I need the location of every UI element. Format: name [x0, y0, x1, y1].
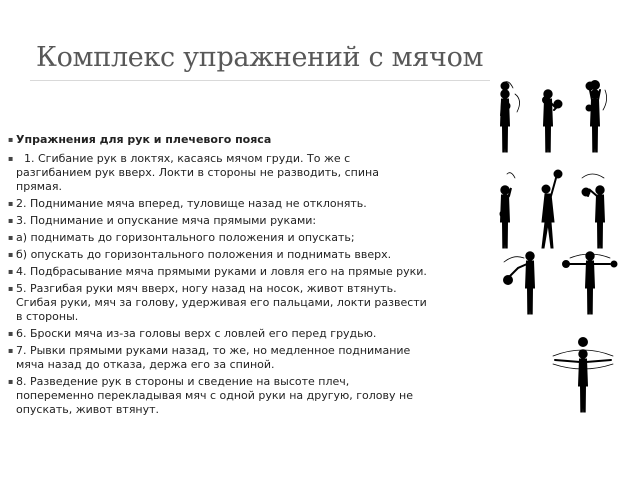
figure-4: [553, 338, 613, 413]
ball-icon: [554, 100, 562, 108]
exercise-item-text: 5. Разгибая руки мяч вверх, ногу назад на носок, живот втянуть. Сгибая руки, мяч за голову, удерживая его пальцами, локти развести в стороны.: [16, 282, 427, 323]
ball-icon: [582, 188, 590, 196]
exercise-item: [8, 152, 428, 194]
exercise-item-text: 8. Разведение рук в стороны и сведение на высоте плеч, попеременно перекладывая мяч с одной руки на другую, голову не опускать, живот втянут.: [16, 375, 413, 416]
ball-icon: [591, 81, 600, 90]
ball-icon: [502, 102, 510, 110]
bullet-icon: ▪: [8, 216, 14, 225]
bullet-icon: ▪: [8, 377, 14, 386]
bullet-icon: ▪: [8, 233, 14, 242]
figure-1b: [543, 90, 563, 152]
bullet-icon: ▪: [8, 284, 14, 293]
bullet-icon: ▪: [8, 329, 14, 338]
exercise-item-text: 2. Поднимание мяча вперед, туловище назад не отклонять.: [16, 197, 367, 210]
figure-1c: [586, 81, 607, 153]
exercise-item-text: 3. Поднимание и опускание мяча прямыми руками:: [16, 214, 317, 227]
bullet-icon: ▪: [8, 154, 14, 163]
exercise-item-text: 1. Сгибание рук в локтях, касаясь мячом груди. То же с разгибанием рук вверх. Локти в стороны не разводить, спина прямая.: [16, 152, 379, 193]
exercise-list: [8, 133, 428, 420]
title-divider: [30, 80, 490, 81]
figure-2b: [542, 170, 562, 248]
figure-2a: [500, 173, 515, 248]
figure-3b: [563, 252, 618, 314]
exercise-item-text: а) поднимать до горизонтального положения и опускать;: [16, 231, 355, 244]
ball-icon: [563, 261, 570, 268]
ball-icon: [500, 210, 508, 218]
exercise-item: [8, 248, 428, 262]
exercise-item-text: 4. Подбрасывание мяча прямыми руками и ловля его на прямые руки.: [16, 265, 427, 278]
exercise-item: [8, 282, 428, 324]
ball-icon: [504, 276, 513, 285]
exercise-item-text: 6. Броски мяча из-за головы верх с ловлей его перед грудью.: [16, 327, 377, 340]
bullet-icon: ▪: [8, 135, 14, 144]
ball-icon: [579, 338, 588, 347]
exercise-item: [8, 265, 428, 279]
exercise-item: [8, 327, 428, 341]
bullet-icon: ▪: [8, 199, 14, 208]
exercise-item: [8, 375, 428, 417]
exercise-item-text: б) опускать до горизонтального положения и поднимать вверх.: [16, 248, 392, 261]
ball-icon: [586, 82, 594, 90]
exercise-heading-text: Упражнения для рук и плечевого пояса: [16, 133, 272, 146]
bullet-icon: ▪: [8, 250, 14, 259]
exercise-item: [8, 344, 428, 372]
bullet-icon: ▪: [8, 267, 14, 276]
bullet-icon: ▪: [8, 346, 14, 355]
exercise-item: [8, 231, 428, 245]
exercise-item: [8, 214, 428, 228]
exercise-item: [8, 197, 428, 211]
exercise-item-text: 7. Рывки прямыми руками назад, то же, но медленное поднимание мяча назад до отказа, держа его за спиной.: [16, 344, 411, 371]
figure-3a: [504, 252, 535, 314]
ball-icon: [501, 82, 509, 90]
figure-1a: [501, 82, 520, 152]
ball-icon: [554, 170, 562, 178]
exercise-heading: [8, 133, 428, 147]
slide-title: Комплекс упражнений с мячом: [36, 42, 484, 73]
figure-2c: [582, 174, 605, 248]
